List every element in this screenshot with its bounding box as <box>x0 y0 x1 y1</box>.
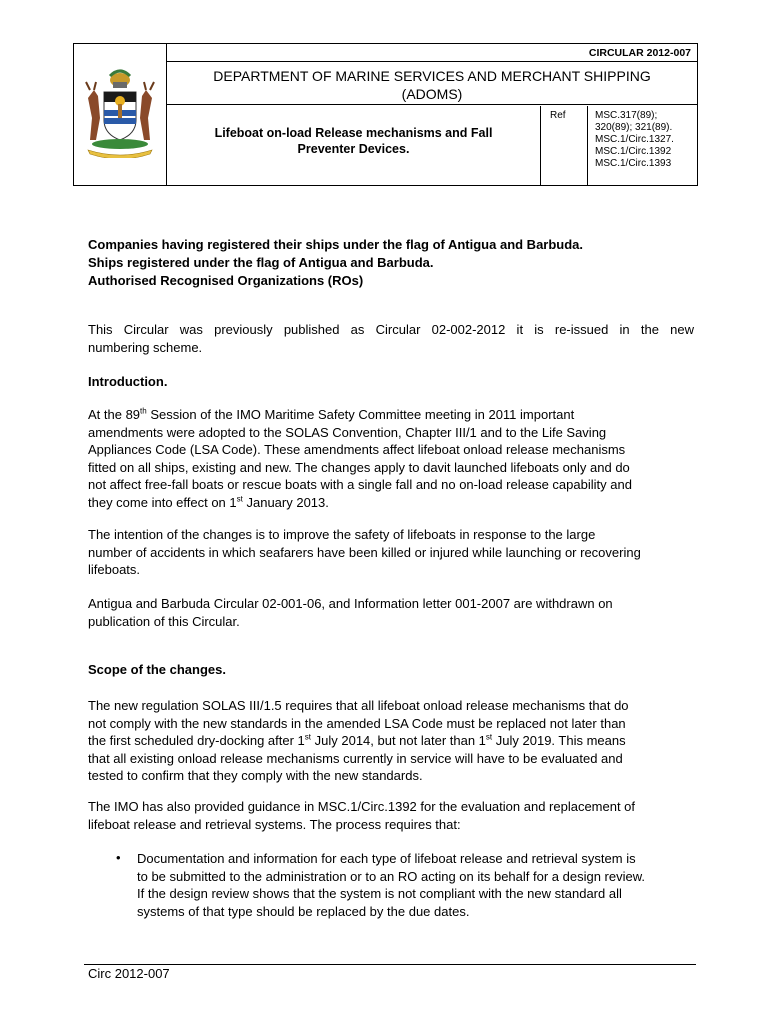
reference-item: MSC.1/Circ.1393 <box>595 158 672 169</box>
scope-line-2: not comply with the new standards in the amended LSA Code must be replaced not later than <box>88 715 626 731</box>
introduction-heading: Introduction. <box>88 374 168 389</box>
header-table <box>73 43 698 186</box>
scope-text: the first scheduled dry-docking after 1 <box>88 733 305 748</box>
reissue-line-2: numbering scheme. <box>88 339 203 355</box>
scope2-line-1: The IMO has also provided guidance in MSC.1/Circ.1392 for the evaluation and replacement of <box>88 799 636 814</box>
addressee-line: Companies having registered their ships under the flag of Antigua and Barbuda. <box>88 237 584 252</box>
reference-item: MSC.317(89); <box>595 110 658 121</box>
reference-item: 320(89); 321(89). <box>595 122 673 133</box>
intro2-line-1: The intention of the changes is to improve the safety of lifeboats in response to the large <box>88 527 596 542</box>
introduction-paragraph-2 <box>88 526 694 579</box>
scope-text: July 2014, but not later than 1 <box>311 733 486 748</box>
department-line-2: (ADOMS) <box>401 86 463 102</box>
reissue-paragraph <box>88 321 694 356</box>
introduction-paragraph-1 <box>88 406 694 511</box>
ordinal-superscript: st <box>236 494 243 504</box>
intro-line-2: amendments were adopted to the SOLAS Convention, Chapter III/1 and to the Life Saving <box>88 424 607 440</box>
footer-divider <box>84 964 696 965</box>
scope-line-3 <box>88 732 694 750</box>
department-title <box>167 63 697 105</box>
logo-cell <box>74 44 167 185</box>
subject-line-1: Lifeboat on-load Release mechanisms and Fall <box>214 126 493 140</box>
bullet-line-4: systems of that type should be replaced by the due dates. <box>137 903 470 919</box>
coat-of-arms-icon <box>80 68 160 158</box>
reissue-line-1: This Circular was previously published as Circular 02-002-2012 it is re-issued in the new <box>88 322 694 337</box>
scope-line-4: that all existing onload release mechanisms currently in service will have to be evaluated and <box>88 750 623 766</box>
intro-line-5: not affect free-fall boats or rescue boats with a single fall and no on-load release capability and <box>88 477 632 492</box>
ref-label: Ref <box>542 106 588 185</box>
intro-text: January 2013. <box>242 494 329 510</box>
bullet-line-2: to be submitted to the administration or to an RO acting on its behalf for a design review. <box>137 868 646 884</box>
subject-line-2: Preventer Devices. <box>297 142 410 156</box>
intro-text: Session of the IMO Maritime Safety Committee meeting in 2011 important <box>146 407 575 422</box>
footer-text: Circ 2012-007 <box>88 966 170 981</box>
intro3-line-2: publication of this Circular. <box>88 613 240 629</box>
ordinal-superscript: th <box>140 406 147 416</box>
intro-text: they come into effect on 1 <box>88 494 237 510</box>
ordinal-superscript: st <box>485 732 493 742</box>
intro-line-6 <box>88 494 694 512</box>
scope-paragraph-2 <box>88 798 694 833</box>
intro-line-1 <box>88 406 694 424</box>
circular-number: CIRCULAR 2012-007 <box>167 44 697 62</box>
intro-text: At the 89 <box>88 407 141 422</box>
scope-line-1: The new regulation SOLAS III/1.5 requires that all lifeboat onload release mechanisms that do <box>88 698 629 713</box>
intro2-line-2: number of accidents in which seafarers have been killed or injured while launching or recovering <box>88 544 641 560</box>
bullet-line-3: If the design review shows that the system is not compliant with the new standard all <box>137 886 622 901</box>
intro-line-3: Appliances Code (LSA Code). These amendments affect lifeboat onload release mechanisms <box>88 442 626 457</box>
intro-line-4: fitted on all ships, existing and new. The changes apply to davit launched lifeboats only and do <box>88 459 630 475</box>
bullet-item <box>137 850 697 920</box>
addressee-line: Authorised Recognised Organizations (ROs) <box>88 273 364 288</box>
intro3-line-1: Antigua and Barbuda Circular 02-001-06, and Information letter 001-2007 are withdrawn on <box>88 596 613 611</box>
ordinal-superscript: st <box>304 732 312 742</box>
bullet-line-1: Documentation and information for each type of lifeboat release and retrieval system is <box>137 851 636 866</box>
references-list <box>589 106 697 185</box>
bullet-point-icon: • <box>116 850 121 865</box>
scope-text: July 2019. This means <box>492 733 626 748</box>
addressees <box>88 236 698 290</box>
addressee-line: Ships registered under the flag of Antigua and Barbuda. <box>88 255 434 270</box>
scope-heading: Scope of the changes. <box>88 662 226 677</box>
introduction-paragraph-3 <box>88 595 694 630</box>
circular-subject <box>167 106 541 185</box>
scope-line-5: tested to confirm that they comply with the new standards. <box>88 768 423 783</box>
scope-paragraph-1 <box>88 697 694 785</box>
department-line-1: DEPARTMENT OF MARINE SERVICES AND MERCHANT SHIPPING <box>213 68 651 84</box>
reference-item: MSC.1/Circ.1327. <box>595 134 674 145</box>
reference-item: MSC.1/Circ.1392 <box>595 146 672 157</box>
intro2-line-3: lifeboats. <box>88 562 141 577</box>
scope2-line-2: lifeboat release and retrieval systems. The process requires that: <box>88 816 461 832</box>
